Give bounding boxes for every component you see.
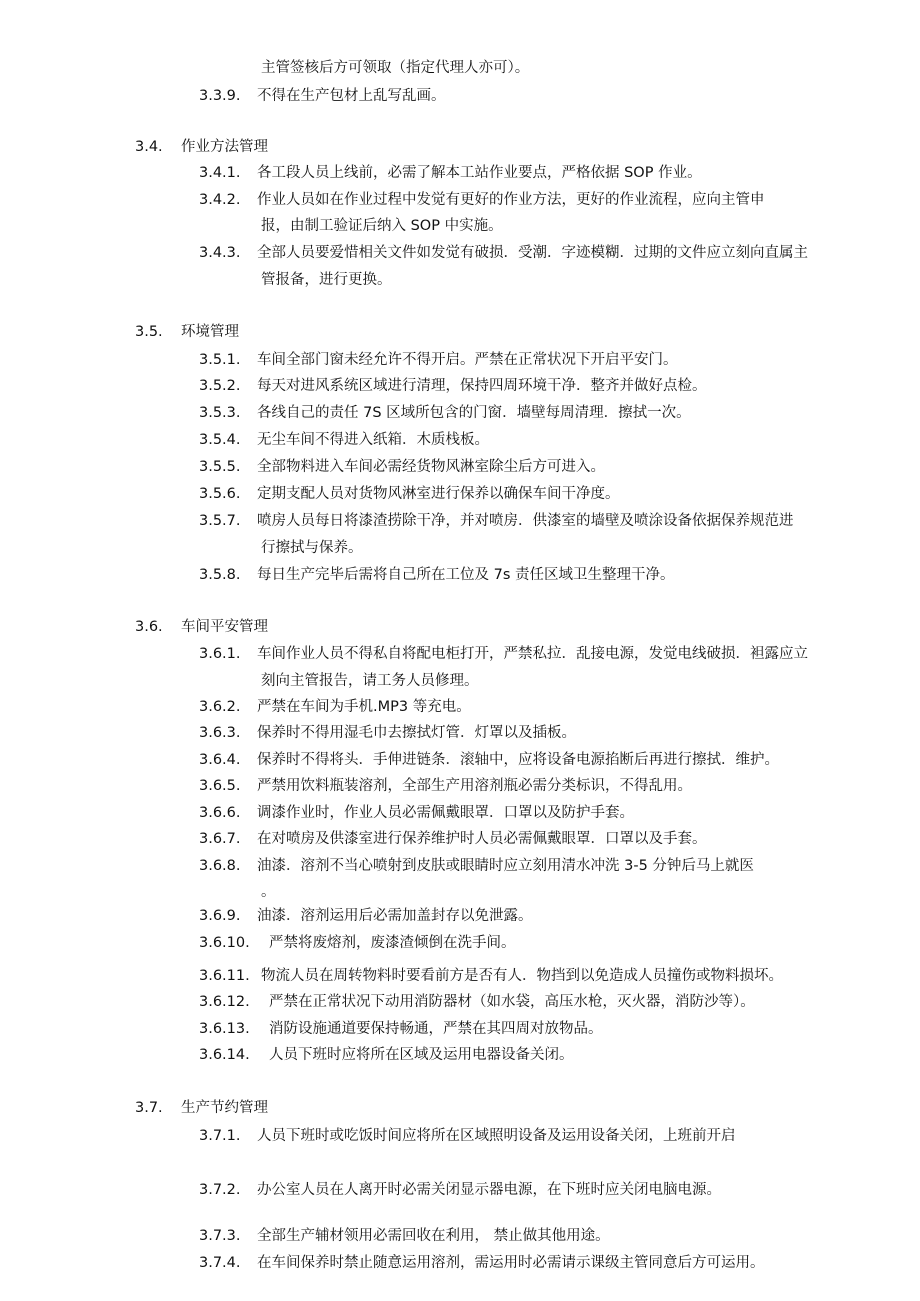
list-item xyxy=(199,776,692,796)
list-item xyxy=(199,750,779,770)
item-text: 油漆．溶剂运用后必需加盖封存以免泄露。 xyxy=(257,908,533,924)
section-heading xyxy=(135,137,268,157)
item-number: 3.6.10. xyxy=(199,935,250,951)
item-text: 全部物料进入车间必需经货物风淋室除尘后方可进入。 xyxy=(257,459,605,475)
item-number: 3.5.4. xyxy=(199,432,241,448)
item-number: 3.5.2. xyxy=(199,378,241,394)
item-text: 办公室人员在人离开时必需关闭显示器电源，在下班时应关闭电脑电源。 xyxy=(257,1182,721,1198)
list-item xyxy=(199,644,808,664)
list-item xyxy=(199,484,620,504)
item-number: 3.6.6. xyxy=(199,805,241,821)
section-title: 环境管理 xyxy=(181,324,239,340)
item-text: 消防设施通道要保持畅通，严禁在其四周对放物品。 xyxy=(269,1021,603,1037)
list-item xyxy=(199,1253,765,1273)
item-number: 3.5.3. xyxy=(199,405,241,421)
item-text: 严禁将废熔剂，废漆渣倾倒在洗手间。 xyxy=(269,935,516,951)
item-continuation: 刻向主管报告，请工务人员修理。 xyxy=(261,673,479,689)
item-number: 3.5.1. xyxy=(199,352,241,368)
item-text: 车间全部门窗未经允许不得开启。严禁在正常状况下开启平安门。 xyxy=(257,352,678,368)
list-item xyxy=(199,1019,603,1039)
item-text: 在对喷房及供漆室进行保养维护时人员必需佩戴眼罩．口罩以及手套。 xyxy=(257,831,707,847)
list-item xyxy=(199,1126,736,1146)
section-number: 3.4. xyxy=(135,139,163,155)
item-text: 物流人员在周转物料时要看前方是否有人．物挡到以免造成人员撞伤或物料损坏。 xyxy=(261,968,783,984)
list-item xyxy=(199,511,794,531)
item-number: 3.6.5. xyxy=(199,778,241,794)
list-item xyxy=(199,856,754,876)
list-item xyxy=(199,906,533,926)
item-continuation: 行擦拭与保养。 xyxy=(261,540,363,556)
item-number: 3.5.7. xyxy=(199,513,241,529)
list-item xyxy=(199,1226,610,1246)
item-text: 保养时不得将头．手伸进链条．滚轴中，应将设备电源掐断后再进行擦拭．维护。 xyxy=(257,752,779,768)
list-item xyxy=(199,697,471,717)
list-item xyxy=(199,966,783,986)
item-number: 3.6.8. xyxy=(199,858,241,874)
item-text: 无尘车间不得进入纸箱．木质栈板。 xyxy=(257,432,489,448)
item-number: 3.4.1. xyxy=(199,165,241,181)
item-text: 定期支配人员对货物风淋室进行保养以确保车间干净度。 xyxy=(257,486,620,502)
list-item xyxy=(199,803,634,823)
item-text: 人员下班时或吃饭时间应将所在区域照明设备及运用设备关闭，上班前开启 xyxy=(257,1128,736,1144)
item-text: 严禁用饮料瓶装溶剂，全部生产用溶剂瓶必需分类标识，不得乱用。 xyxy=(257,778,692,794)
item-number: 3.5.5. xyxy=(199,459,241,475)
list-item xyxy=(199,933,516,953)
section-number: 3.5. xyxy=(135,324,163,340)
item-text: 车间作业人员不得私自将配电柜打开，严禁私拉．乱接电源，发觉电线破损．袒露应立 xyxy=(257,646,808,662)
item-number: 3.5.6. xyxy=(199,486,241,502)
item-number: 3.6.2. xyxy=(199,699,241,715)
list-item xyxy=(199,1045,574,1065)
list-item xyxy=(199,403,691,423)
item-text: 调漆作业时，作业人员必需佩戴眼罩．口罩以及防护手套。 xyxy=(257,805,634,821)
section-title: 生产节约管理 xyxy=(181,1100,268,1116)
item-number: 3.6.12. xyxy=(199,994,250,1010)
item-text: 全部人员要爱惜相关文件如发觉有破损．受潮．字迹模糊．过期的文件应立刻向直属主 xyxy=(257,245,808,261)
item-number: 3.6.13. xyxy=(199,1021,250,1037)
item-text: 在车间保养时禁止随意运用溶剂，需运用时必需请示课级主管同意后方可运用。 xyxy=(257,1255,765,1271)
item-text: 不得在生产包材上乱写乱画。 xyxy=(257,88,446,104)
item-text: 油漆．溶剂不当心喷射到皮肤或眼睛时应立刻用清水冲洗 3-5 分钟后马上就医 xyxy=(257,858,754,874)
item-text: 人员下班时应将所在区域及运用电器设备关闭。 xyxy=(269,1047,574,1063)
item-number: 3.3.9. xyxy=(199,88,241,104)
list-item xyxy=(199,829,707,849)
item-continuation: 管报备，进行更换。 xyxy=(261,272,392,288)
item-number: 3.6.9. xyxy=(199,908,241,924)
list-item xyxy=(199,243,808,263)
item-number: 3.7.3. xyxy=(199,1228,241,1244)
list-item xyxy=(199,376,707,396)
item-text: 严禁在正常状况下动用消防器材（如水袋，高压水枪，灭火器，消防沙等）。 xyxy=(269,994,755,1010)
item-text: 作业人员如在作业过程中发觉有更好的作业方法，更好的作业流程，应向主管申 xyxy=(257,192,765,208)
item-text: 每天对进风系统区域进行清理，保持四周环境干净．整齐并做好点检。 xyxy=(257,378,707,394)
item-text: 保养时不得用湿毛巾去擦拭灯管．灯罩以及插板。 xyxy=(257,725,576,741)
list-item xyxy=(199,723,576,743)
section-number: 3.7. xyxy=(135,1100,163,1116)
item-text: 严禁在车间为手机.MP3 等充电。 xyxy=(257,699,471,715)
item-number: 3.6.1. xyxy=(199,646,241,662)
section-title: 作业方法管理 xyxy=(181,139,268,155)
item-text: 各工段人员上线前，必需了解本工站作业要点，严格依据 SOP 作业。 xyxy=(257,165,702,181)
list-item xyxy=(199,190,765,210)
item-text: 全部生产辅材领用必需回收在利用， 禁止做其他用途。 xyxy=(257,1228,610,1244)
list-item xyxy=(199,457,605,477)
section-title: 车间平安管理 xyxy=(181,619,268,635)
item-text: 喷房人员每日将漆渣捞除干净，并对喷房．供漆室的墙壁及喷涂设备依据保养规范进 xyxy=(257,513,794,529)
item-number: 3.7.2. xyxy=(199,1182,241,1198)
item-text: 各线自己的责任 7S 区域所包含的门窗．墙壁每周清理．擦拭一次。 xyxy=(257,405,691,421)
item-number: 3.4.2. xyxy=(199,192,241,208)
item-number: 3.6.11. xyxy=(199,968,250,984)
item-text: 每日生产完毕后需将自己所在工位及 7s 责任区域卫生整理干净。 xyxy=(257,567,675,583)
section-number: 3.6. xyxy=(135,619,163,635)
item-continuation: 报，由制工验证后纳入 SOP 中实施。 xyxy=(261,218,503,234)
list-item xyxy=(199,1180,721,1200)
item-number: 3.7.4. xyxy=(199,1255,241,1271)
list-item xyxy=(199,565,675,585)
list-item xyxy=(199,86,446,106)
list-item xyxy=(199,992,755,1012)
list-item xyxy=(199,430,489,450)
item-number: 3.6.14. xyxy=(199,1047,250,1063)
section-heading xyxy=(135,1098,268,1118)
list-item xyxy=(199,350,678,370)
item-number: 3.6.7. xyxy=(199,831,241,847)
list-item xyxy=(199,163,702,183)
section-heading xyxy=(135,617,268,637)
continuation-line: 主管签核后方可领取（指定代理人亦可）。 xyxy=(261,60,530,76)
item-continuation: 。 xyxy=(261,884,276,900)
item-number: 3.5.8. xyxy=(199,567,241,583)
section-heading xyxy=(135,322,239,342)
item-number: 3.6.3. xyxy=(199,725,241,741)
item-number: 3.6.4. xyxy=(199,752,241,768)
item-number: 3.4.3. xyxy=(199,245,241,261)
item-number: 3.7.1. xyxy=(199,1128,241,1144)
